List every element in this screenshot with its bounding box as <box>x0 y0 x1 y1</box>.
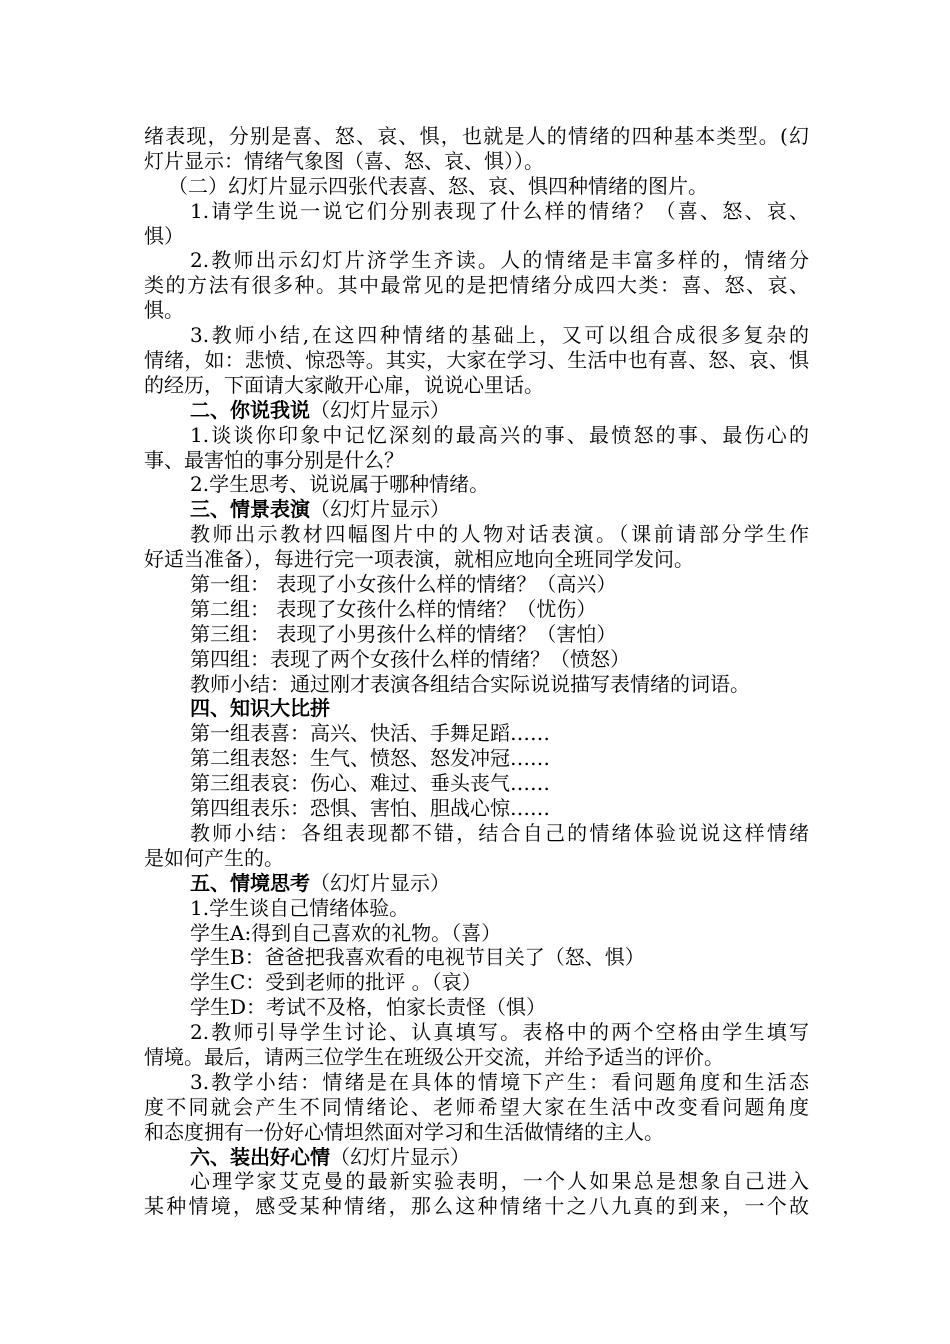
text-line <box>144 1045 809 1070</box>
text-line <box>144 821 809 846</box>
section-heading-line <box>144 696 809 721</box>
line-text: （二）幻灯片显示四张代表喜、怒、哀、惧四种情绪的图片。 <box>168 173 708 198</box>
line-text: 惧） <box>144 223 184 248</box>
text-line <box>144 672 809 697</box>
text-line <box>144 174 809 199</box>
line-text: 1.学生谈自己情绪体验。 <box>190 895 410 920</box>
text-line <box>144 721 809 746</box>
text-line <box>144 373 809 398</box>
line-text: 某种情境，感受某种情绪，那么这种情绪十之八九真的到来，一个故 <box>144 1194 809 1219</box>
line-text: 1.请学生说一说它们分别表现了什么样的情绪？（喜、怒、哀、 <box>190 198 809 223</box>
line-text: 类的方法有很多种。其中最常见的是把情绪分成四大类：喜、怒、哀、 <box>144 273 809 298</box>
text-line <box>144 921 809 946</box>
text-line <box>144 622 809 647</box>
line-text: （幻灯片显示） <box>330 1144 470 1169</box>
line-text: 第四组：表现了两个女孩什么样的情绪？（愤怒） <box>190 646 630 671</box>
line-text: 学生A:得到自己喜欢的礼物。（喜） <box>190 920 502 945</box>
line-text: 是如何产生的。 <box>144 845 284 870</box>
text-line <box>144 248 809 273</box>
line-text: （幻灯片显示） <box>310 497 450 522</box>
text-line <box>144 1120 809 1145</box>
section-heading: 六、装出好心情 <box>190 1144 330 1169</box>
text-line <box>144 896 809 921</box>
text-line <box>144 149 809 174</box>
line-text: 1.谈谈你印象中记忆深刻的最高兴的事、最愤怒的事、最伤心的 <box>190 422 809 447</box>
document-body <box>144 124 809 1219</box>
section-heading: 五、情境思考 <box>190 870 310 895</box>
line-text: 第一组： 表现了小女孩什么样的情绪？（高兴） <box>190 572 617 597</box>
text-line <box>144 846 809 871</box>
section-heading-line <box>144 1145 809 1170</box>
section-heading-line <box>144 398 809 423</box>
text-line <box>144 423 809 448</box>
text-line <box>144 572 809 597</box>
text-line <box>144 124 809 149</box>
text-line <box>144 348 809 373</box>
section-heading: 二、你说我说 <box>190 397 310 422</box>
line-text: 心理学家艾克曼的最新实验表明，一个人如果总是想象自己进入 <box>190 1169 809 1194</box>
line-text: 2.教师引导学生讨论、认真填写。表格中的两个空格由学生填写 <box>190 1020 809 1045</box>
text-line <box>144 323 809 348</box>
line-text: 教师小结：各组表现都不错，结合自己的情绪体验说说这样情绪 <box>190 820 809 845</box>
line-text: 情境。最后，请两三位学生在班级公开交流，并给予适当的评价。 <box>144 1044 724 1069</box>
text-line <box>144 1020 809 1045</box>
line-text: 学生D：考试不及格，怕家长责怪（惧） <box>190 995 547 1020</box>
text-line <box>144 1169 809 1194</box>
text-line <box>144 995 809 1020</box>
text-line <box>144 298 809 323</box>
line-text: 的经历，下面请大家敞开心扉，说说心里话。 <box>144 372 544 397</box>
text-line <box>144 1095 809 1120</box>
line-text: （幻灯片显示） <box>310 397 450 422</box>
line-text: 好适当准备），每进行完一项表演，就相应地向全班同学发问。 <box>144 547 694 572</box>
line-text: 事、最害怕的事分别是什么？ <box>144 447 404 472</box>
line-text: 3.教学小结：情绪是在具体的情境下产生：看问题角度和生活态 <box>190 1069 809 1094</box>
line-text: 教师出示教材四幅图片中的人物对话表演。（课前请部分学生作 <box>190 522 809 547</box>
text-line <box>144 945 809 970</box>
text-line <box>144 970 809 995</box>
line-text: 情绪，如：悲愤、惊恐等。其实，大家在学习、生活中也有喜、怒、哀、惧 <box>144 348 809 373</box>
text-line <box>144 1070 809 1095</box>
section-heading-line <box>144 871 809 896</box>
section-heading: 四、知识大比拼 <box>190 696 330 721</box>
line-text: 第二组表怒：生气、愤怒、怒发冲冠…… <box>190 746 550 771</box>
text-line <box>144 224 809 249</box>
line-text: 3.教师小结,在这四种情绪的基础上，又可以组合成很多复杂的 <box>190 323 809 348</box>
text-line <box>144 472 809 497</box>
text-line <box>144 448 809 473</box>
line-text: 绪表现，分别是喜、怒、哀、惧，也就是人的情绪的四种基本类型。(幻 <box>144 124 809 148</box>
text-line <box>144 522 809 547</box>
text-line <box>144 771 809 796</box>
text-line <box>144 547 809 572</box>
section-heading-line <box>144 497 809 522</box>
line-text: 第三组表哀：伤心、难过、垂头丧气…… <box>190 771 550 796</box>
line-text: 和态度拥有一份好心情坦然面对学习和生活做情绪的主人。 <box>144 1119 664 1144</box>
line-text: （幻灯片显示） <box>310 870 450 895</box>
line-text: 度不同就会产生不同情绪论、老师希望大家在生活中改变看问题角度 <box>144 1094 809 1119</box>
line-text: 第四组表乐：恐惧、害怕、胆战心惊…… <box>190 796 550 821</box>
text-line <box>144 199 809 224</box>
line-text: 教师小结：通过刚才表演各组结合实际说说描写表情绪的词语。 <box>190 671 750 696</box>
text-line <box>144 273 809 298</box>
line-text: 第三组： 表现了小男孩什么样的情绪？（害怕） <box>190 621 617 646</box>
text-line <box>144 796 809 821</box>
text-line <box>144 597 809 622</box>
line-text: 第二组： 表现了女孩什么样的情绪？（忧伤） <box>190 596 597 621</box>
text-line <box>144 746 809 771</box>
line-text: 学生C：受到老师的批评 。（哀） <box>190 970 482 995</box>
line-text: 第一组表喜：高兴、快活、手舞足蹈…… <box>190 721 550 746</box>
line-text: 灯片显示：情绪气象图（喜、怒、哀、惧））。 <box>144 148 544 173</box>
line-text: 2.教师出示幻灯片济学生齐读。人的情绪是丰富多样的，情绪分 <box>190 248 809 273</box>
section-heading: 三、情景表演 <box>190 497 310 522</box>
text-line <box>144 647 809 672</box>
line-text: 2.学生思考、说说属于哪种情绪。 <box>190 472 490 497</box>
text-line <box>144 1194 809 1219</box>
line-text: 学生B：爸爸把我喜欢看的电视节目关了（怒、惧） <box>190 945 645 970</box>
line-text: 惧。 <box>144 298 184 323</box>
